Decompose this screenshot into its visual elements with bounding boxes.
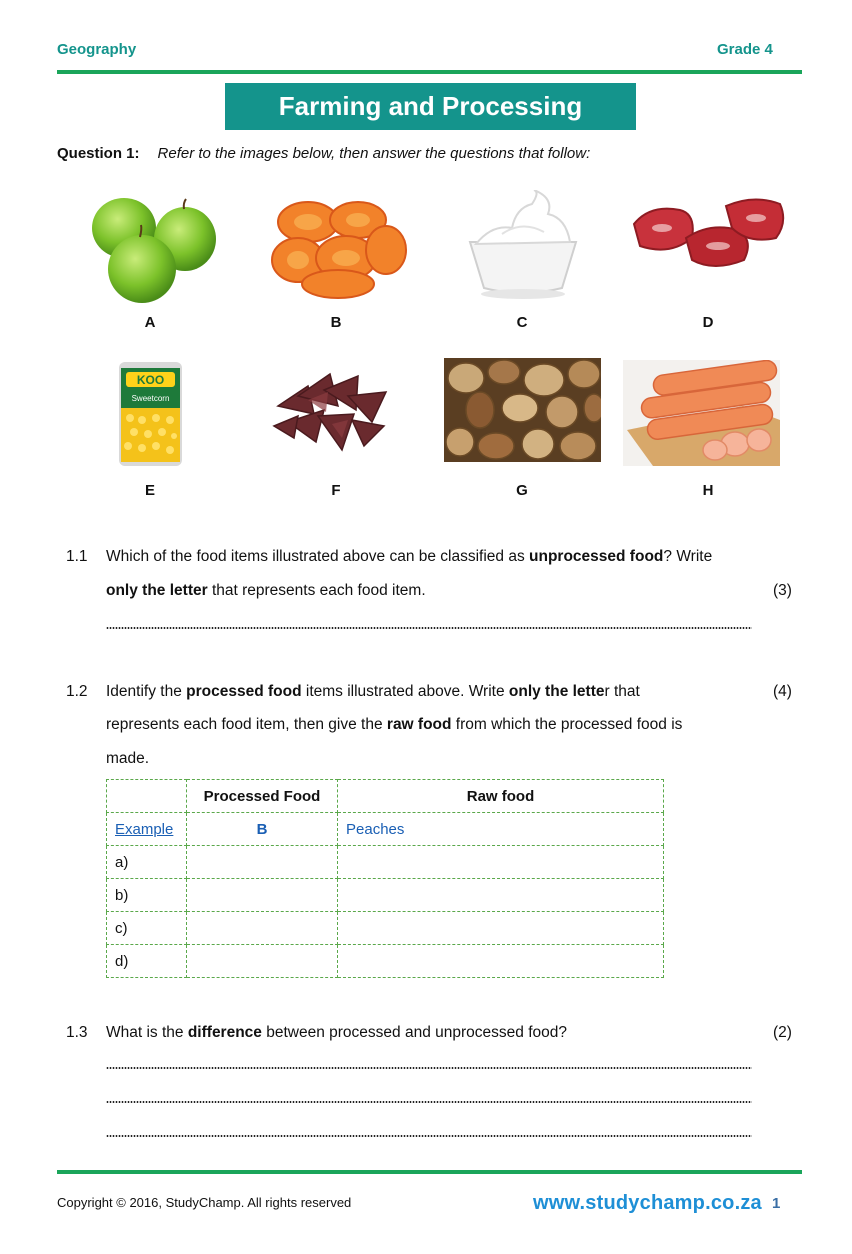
image-letter-g: G <box>516 482 528 499</box>
question-1-3-text: What is the difference between processed and unprocessed food? <box>106 1024 567 1041</box>
image-letter-d: D <box>702 314 714 331</box>
table-header-blank <box>107 780 187 813</box>
processed-cell[interactable] <box>187 945 338 978</box>
image-letter-b: B <box>330 314 342 331</box>
raw-cell[interactable] <box>338 945 664 978</box>
image-letter-e: E <box>144 482 155 499</box>
question-1-1-marks: (3) <box>773 582 792 599</box>
table-row <box>107 879 664 912</box>
answer-line-1-3[interactable] <box>106 1135 752 1137</box>
dried-meat-image <box>268 366 398 456</box>
raw-cell[interactable] <box>338 846 664 879</box>
table-header-processed: Processed Food <box>187 780 338 813</box>
subject-label: Geography <box>57 41 137 58</box>
image-letter-a: A <box>144 314 156 331</box>
can-brand-text: KOO <box>136 373 165 387</box>
raw-cell[interactable] <box>338 879 664 912</box>
question-1-instruction: Refer to the images below, then answer the questions that follow: <box>157 145 591 162</box>
question-1-label: Question 1: <box>57 145 140 162</box>
processed-cell[interactable] <box>187 912 338 945</box>
table-row <box>107 912 664 945</box>
question-1-3-marks: (2) <box>773 1024 792 1041</box>
question-1-1-line-2: only the letter that represents each food item. <box>106 582 426 599</box>
answer-table <box>106 779 664 978</box>
question-1-1-line-1: Which of the food items illustrated above can be classified as unprocessed food? Write <box>106 548 713 565</box>
mixed-nuts-image <box>444 358 601 462</box>
table-row <box>107 945 664 978</box>
question-1-2-marks: (4) <box>773 683 792 700</box>
question-1-2-number: 1.2 <box>66 683 88 700</box>
example-label <box>107 813 187 846</box>
green-apples-image <box>88 195 218 307</box>
table-row-example <box>107 813 664 846</box>
example-link[interactable]: Example <box>115 820 174 838</box>
answer-line-1-1[interactable] <box>106 627 752 629</box>
grade-label: Grade 4 <box>717 41 773 58</box>
footer-divider <box>57 1170 802 1174</box>
row-label: d) <box>107 945 187 978</box>
page-title: Farming and Processing <box>225 83 636 130</box>
table-row <box>107 846 664 879</box>
website-link[interactable]: www.studychamp.co.za <box>533 1192 762 1214</box>
whipped-cream-bowl-image <box>462 190 584 302</box>
image-letter-f: F <box>331 482 341 499</box>
processed-cell[interactable] <box>187 846 338 879</box>
canned-sweetcorn-image <box>116 358 186 470</box>
question-1-1-number: 1.1 <box>66 548 88 565</box>
page-number: 1 <box>772 1195 781 1212</box>
example-raw: Peaches <box>338 813 664 846</box>
question-1-heading <box>57 145 590 162</box>
answer-line-1-3[interactable] <box>106 1101 752 1103</box>
header-divider <box>57 70 802 74</box>
image-letter-c: C <box>516 314 528 331</box>
dried-peaches-image <box>268 192 410 302</box>
answer-line-1-3[interactable] <box>106 1067 752 1069</box>
table-header-row <box>107 780 664 813</box>
raw-cell[interactable] <box>338 912 664 945</box>
question-1-2-line-3: made. <box>106 750 150 767</box>
row-label: a) <box>107 846 187 879</box>
sausages-image <box>623 360 780 466</box>
image-letter-h: H <box>702 482 714 499</box>
copyright-text: Copyright © 2016, StudyChamp. All rights reserved <box>57 1195 352 1210</box>
question-1-2-line-2: represents each food item, then give the raw food from which the processed food is <box>106 716 683 733</box>
row-label: b) <box>107 879 187 912</box>
row-label: c) <box>107 912 187 945</box>
table-header-raw: Raw food <box>338 780 664 813</box>
example-processed: B <box>187 813 338 846</box>
can-product-text: Sweetcorn <box>131 394 170 403</box>
question-1-2-line-1: Identify the processed food items illustrated above. Write only the letter that <box>106 683 640 700</box>
processed-cell[interactable] <box>187 879 338 912</box>
raw-steak-image <box>630 194 790 274</box>
question-1-3-number: 1.3 <box>66 1024 88 1041</box>
